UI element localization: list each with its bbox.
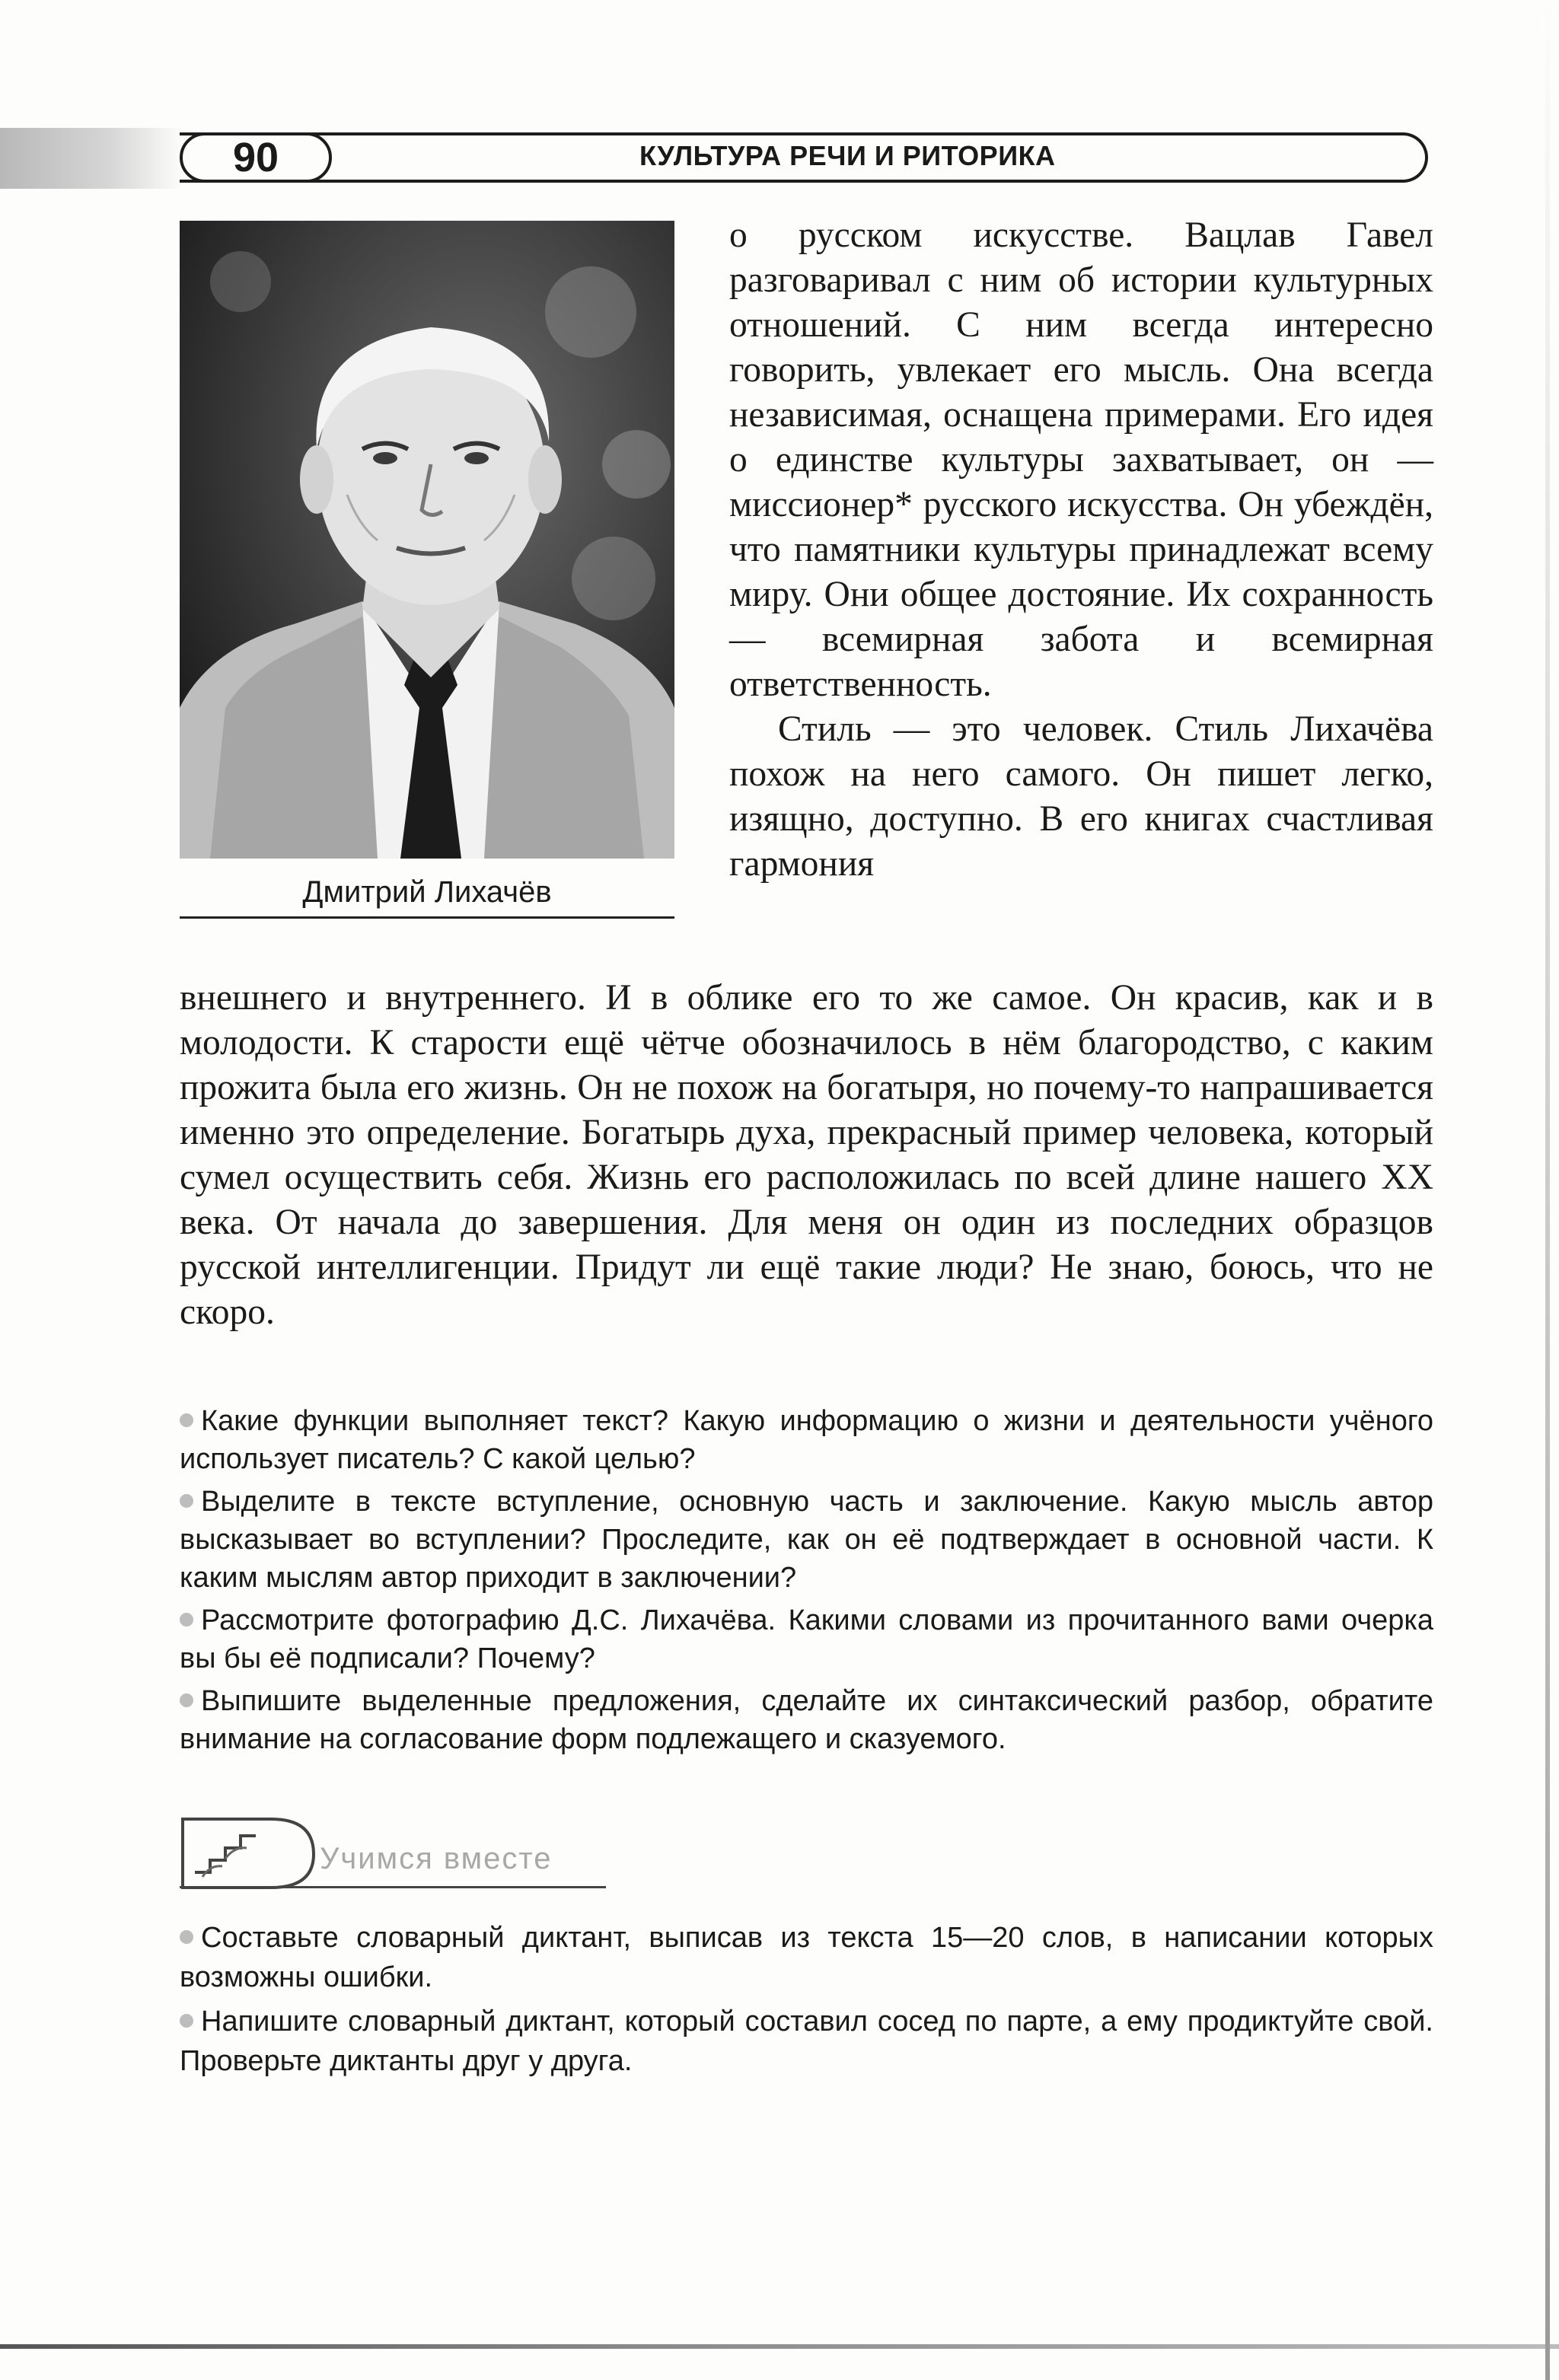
caption-divider — [180, 916, 674, 919]
portrait-photo — [180, 221, 674, 859]
section-divider — [180, 1886, 606, 1888]
questions-list — [180, 1402, 1433, 1763]
page-number: 90 — [180, 132, 332, 183]
task-item — [180, 2002, 1433, 2081]
bullet-icon — [180, 1413, 193, 1427]
bullet-icon — [180, 1494, 193, 1508]
bullet-icon — [180, 2014, 193, 2028]
question-text: Выделите в тексте вступление, основную часть и заключение. Какую мысль автор высказывает во вступлении? Проследите, как он её подтверждает в основной части. К каким мыслям автор приходит в заключении? — [180, 1486, 1433, 1594]
page-edge-right — [1545, 0, 1550, 2380]
question-item — [180, 1601, 1433, 1677]
bullet-icon — [180, 1930, 193, 1944]
bullet-icon — [180, 1693, 193, 1707]
question-text: Какие функции выполняет текст? Какую информацию о жизни и деятельности учёного использует писатель? С какой целью? — [180, 1405, 1433, 1475]
running-title: КУЛЬТУРА РЕЧИ И РИТОРИКА — [639, 140, 1056, 171]
question-text: Рассмотрите фотографию Д.С. Лихачёва. Какими словами из прочитанного вами очерка вы бы её подписали? Почему? — [180, 1604, 1433, 1674]
task-text: Напишите словарный диктант, который составил сосед по парте, а ему продиктуйте свой. Проверьте диктанты друг у друга. — [180, 2006, 1433, 2077]
task-item — [180, 1918, 1433, 1997]
text-full-width — [180, 976, 1433, 1335]
question-item — [180, 1682, 1433, 1758]
page-edge-bottom — [0, 2344, 1559, 2349]
portrait-caption: Дмитрий Лихачёв — [302, 875, 552, 909]
task-text: Составьте словарный диктант, выписав из текста 15—20 слов, в написании которых возможны ошибки. — [180, 1922, 1433, 1993]
paragraph: Стиль — это человек. Стиль Лихачёва похож на него самого. Он пишет легко, изящно, доступно. В его книгах счастливая гармония — [729, 709, 1433, 884]
stairs-icon — [180, 1811, 317, 1891]
paragraph: о русском искусстве. Вацлав Гавел разговаривал с ним об истории культурных отношений. С ним всегда интересно говорить, увлекает его мысль. Она всегда независимая, оснащена примерами. Его идея о единстве культуры захватывает, он — миссионер* русского искусства. Он убеждён, что памятники культуры принадлежат всему миру. Они общее достояние. Их сохранность — всемирная забота и всемирная ответственность. — [729, 215, 1433, 704]
question-item — [180, 1483, 1433, 1597]
portrait-illustration — [180, 221, 674, 859]
tasks-list — [180, 1918, 1433, 2085]
header-shade — [0, 128, 183, 189]
section-title: Учимся вместе — [320, 1842, 553, 1875]
bullet-icon — [180, 1613, 193, 1626]
question-item — [180, 1402, 1433, 1478]
paragraph: внешнего и внутреннего. И в облике его то же самое. Он красив, как и в молодости. К старости ещё чётче обозначилось в нём благородство, с каким прожита была его жизнь. Он не похож на богатыря, но почему-то напрашивается именно это определение. Богатырь духа, прекрасный пример человека, который сумел осуществить себя. Жизнь его расположилась по всей длине нашего XX века. От начала до завершения. Для меня он один из последних образцов русской интеллигенции. Придут ли ещё такие люди? Не знаю, боюсь, что не скоро. — [180, 978, 1433, 1332]
question-text: Выпишите выделенные предложения, сделайте их синтаксический разбор, обратите внимание на согласование форм подлежащего и сказуемого. — [180, 1685, 1433, 1755]
text-column — [729, 213, 1433, 887]
